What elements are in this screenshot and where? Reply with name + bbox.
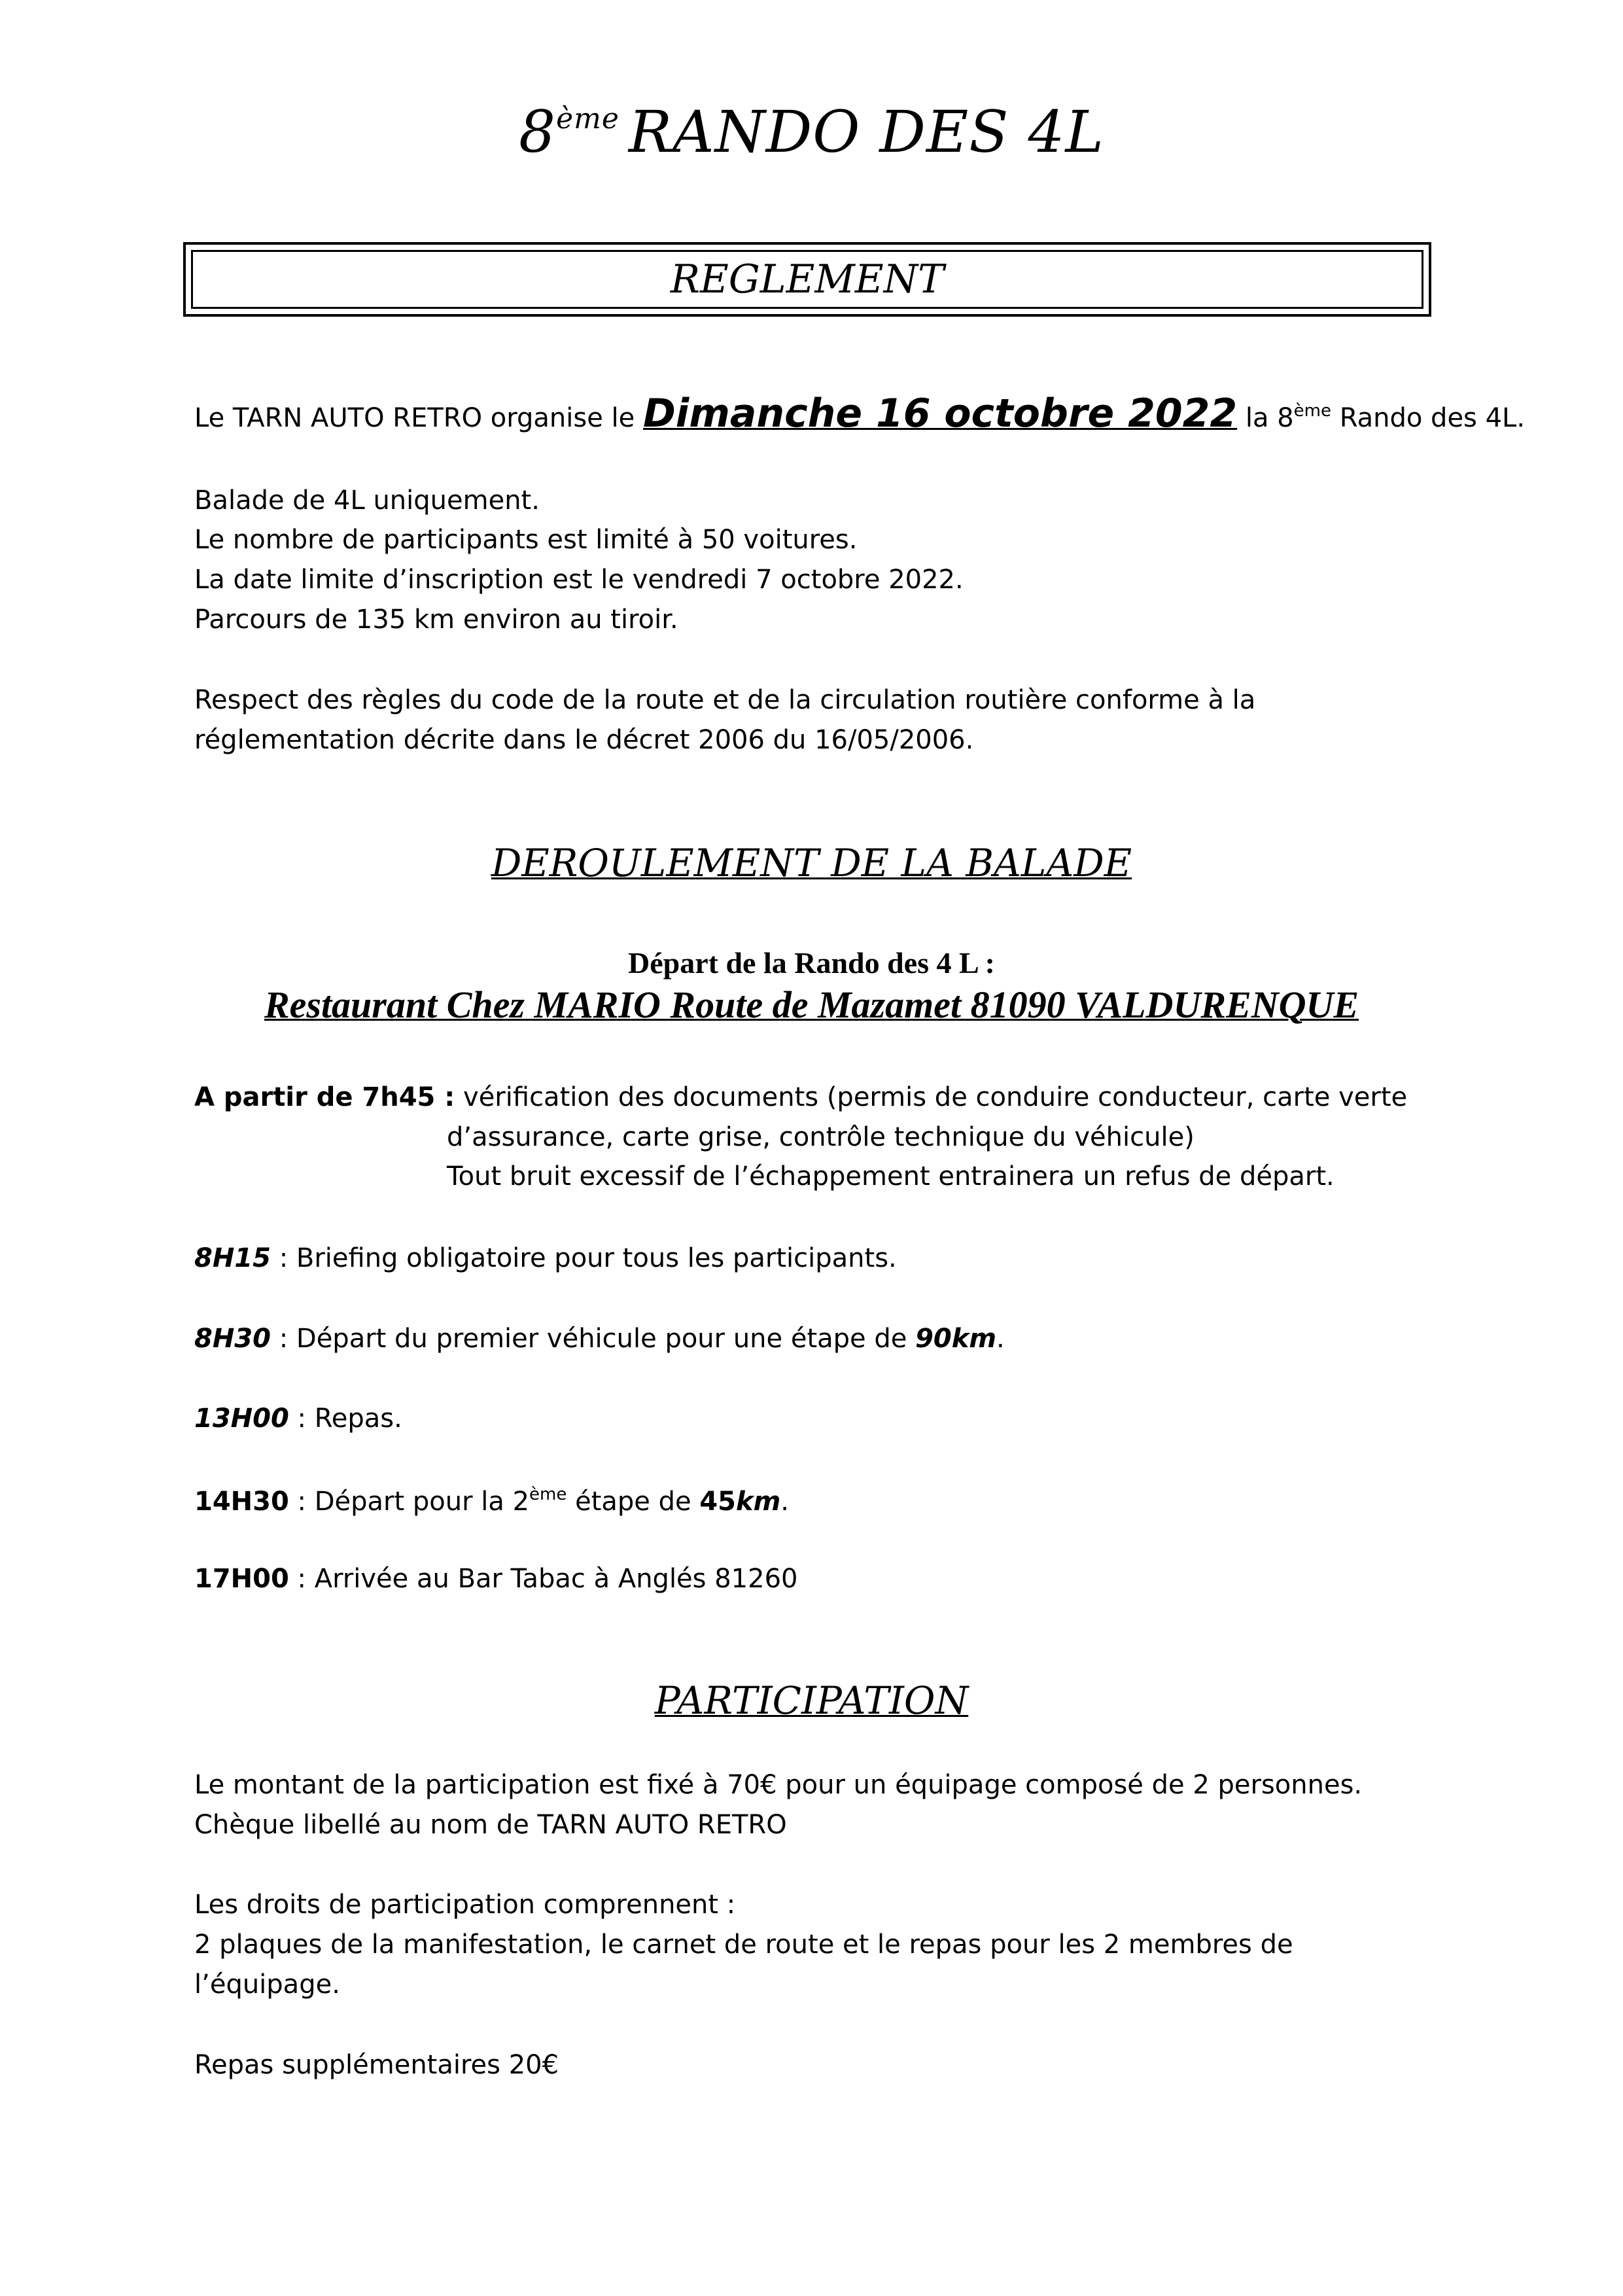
respect-line: Respect des règles du code de la route et de la circulation routière conforme à la [194,685,1256,715]
extra-meal: Repas supplémentaires 20€ [194,2050,559,2080]
rule-line: Parcours de 135 km environ au tiroir. [194,605,678,635]
event-date: Dimanche 16 octobre 2022 [642,391,1238,436]
schedule-stage2 [194,1486,789,1515]
rule-line: Le nombre de participants est limité à 50 voitures. [194,525,858,555]
depart-place: Restaurant Chez MARIO Route de Mazamet 81090 VALDURENQUE [264,983,1359,1026]
stage2-time: 14H30 [194,1487,289,1517]
arrivee-text: : Arrivée au Bar Tabac à Anglés 81260 [288,1564,798,1594]
rule-line: La date limite d’inscription est le vendredi 7 octobre 2022. [194,565,964,595]
stage2-km-num: 45 [699,1487,736,1517]
depart-time: 8H30 [194,1324,271,1354]
stage2-end: . [780,1487,789,1517]
deroulement-heading: DEROULEMENT DE LA BALADE [491,841,1132,885]
intro-post: Rando des 4L. [1331,403,1526,433]
schedule-repas [194,1405,402,1432]
participation-heading: PARTICIPATION [654,1678,969,1723]
schedule-briefing [194,1245,897,1271]
participation-line: Le montant de la participation est fixé à 70€ pour un équipage composé de 2 personnes. [194,1770,1363,1800]
stage2-text2: étape de [567,1487,700,1517]
includes-line: Les droits de participation comprennent : [194,1890,736,1920]
reglement-box [183,242,1431,317]
title-superscript: ème [556,102,620,135]
participation-line: Chèque libellé au nom de TARN AUTO RETRO [194,1810,787,1840]
respect-line: réglementation décrite dans le décret 2006 du 16/05/2006. [194,725,974,755]
stage2-text: : Départ pour la 2 [288,1487,530,1517]
briefing-text: : Briefing obligatoire pour tous les participants. [270,1243,897,1273]
repas-time: 13H00 [194,1404,289,1434]
document-title [0,98,1623,166]
checkin-line: Tout bruit excessif de l’échappement entrainera un refus de départ. [447,1161,1335,1192]
stage2-km-unit: km [736,1487,781,1517]
depart-label: Départ de la Rando des 4 L : [628,946,995,980]
schedule-depart [194,1326,1005,1352]
includes-line: 2 plaques de la manifestation, le carnet de route et le repas pour les 2 membres de [194,1930,1293,1960]
intro-pre: Le TARN AUTO RETRO organise le [194,403,643,433]
intro-line [194,391,1526,436]
title-text: RANDO DES 4L [628,98,1104,166]
depart-end: . [996,1324,1005,1354]
rule-line: Balade de 4L uniquement. [194,486,540,516]
depart-km: 90km [915,1324,997,1354]
intro-sup: ème [1293,401,1331,421]
reglement-label: REGLEMENT [191,250,1423,309]
depart-text: : Départ du premier véhicule pour une étape de [270,1324,916,1354]
checkin-line: vérification des documents (permis de conduire conducteur, carte verte [455,1082,1408,1112]
title-number: 8 [519,98,557,166]
schedule-arrivee [194,1566,797,1592]
intro-mid: la 8 [1237,403,1294,433]
checkin-line: d’assurance, carte grise, contrôle technique du véhicule) [447,1122,1195,1152]
arrivee-time: 17H00 [194,1564,289,1594]
schedule-checkin [194,1084,1407,1110]
includes-line: l’équipage. [194,1969,340,2000]
repas-text: : Repas. [288,1404,402,1434]
stage2-sup: ème [529,1485,567,1504]
briefing-time: 8H15 [194,1243,271,1273]
checkin-time: A partir de 7h45 : [194,1082,455,1112]
